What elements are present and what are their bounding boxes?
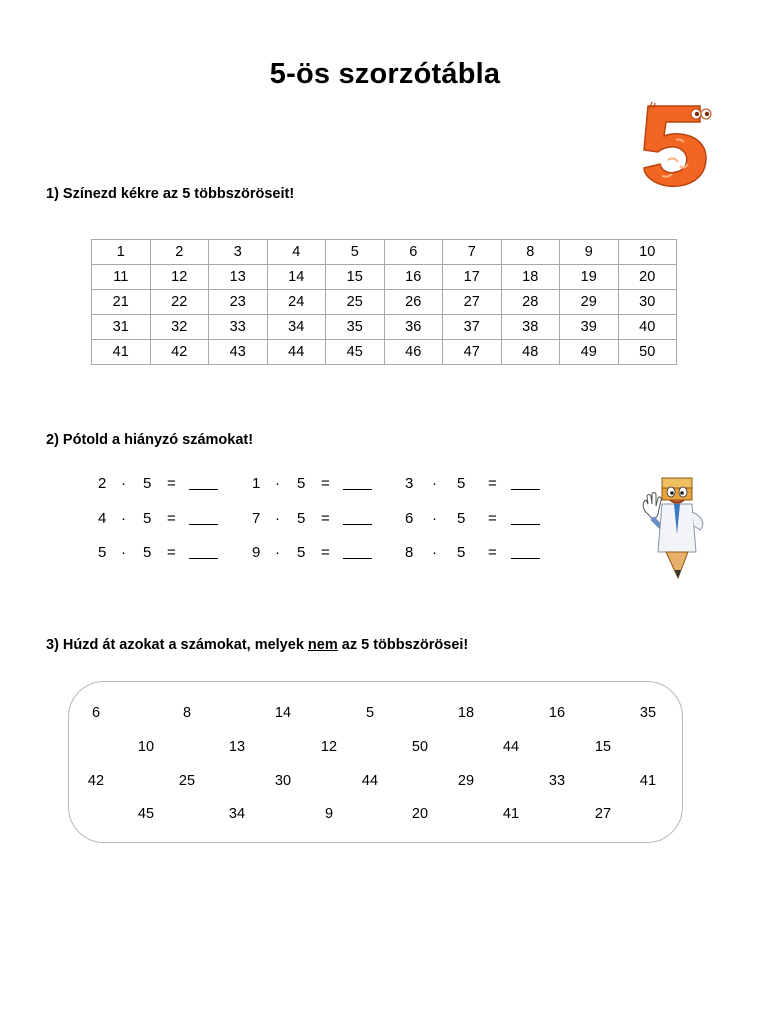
grid-cell[interactable]: 43 [209,340,268,365]
grid-cell[interactable]: 19 [560,265,619,290]
task3-heading-part2: az 5 többszörösei! [337,637,469,653]
grid-cell[interactable]: 21 [92,290,151,315]
grid-cell[interactable]: 39 [560,315,619,340]
number-item[interactable]: 25 [178,773,196,789]
grid-row [92,240,677,265]
grid-cell[interactable]: 48 [501,340,560,365]
grid-cell[interactable]: 23 [209,290,268,315]
number-item[interactable]: 41 [502,806,520,822]
grid-cell[interactable]: 35 [326,315,385,340]
answer-blank[interactable] [343,544,372,559]
grid-cell[interactable]: 22 [150,290,209,315]
grid-row [92,290,677,315]
equation-dot: · [432,475,437,492]
grid-cell[interactable]: 40 [618,315,677,340]
grid-cell[interactable]: 30 [618,290,677,315]
equation-equals: = [488,510,497,527]
grid-cell[interactable]: 49 [560,340,619,365]
equation-dot: · [432,510,437,527]
grid-cell[interactable]: 12 [150,265,209,290]
number-grid [91,239,677,365]
equation-dot: · [275,510,280,527]
number-item[interactable]: 34 [228,806,246,822]
number-five-mascot-icon [640,100,712,190]
task3-heading [46,637,468,653]
number-item[interactable]: 27 [594,806,612,822]
pencil-character-icon [638,474,716,586]
equation-equals: = [167,510,176,527]
number-item[interactable]: 15 [594,739,612,755]
equation-equals: = [321,510,330,527]
equation-factor-a: 5 [98,544,107,561]
grid-cell[interactable]: 4 [267,240,326,265]
equation-factor-b: 5 [297,510,306,527]
grid-cell[interactable]: 5 [326,240,385,265]
grid-cell[interactable]: 25 [326,290,385,315]
answer-blank[interactable] [189,544,218,559]
number-item[interactable]: 16 [548,705,566,721]
number-item[interactable]: 14 [274,705,292,721]
equation-factor-a: 7 [252,510,261,527]
equation-equals: = [167,544,176,561]
answer-blank[interactable] [343,510,372,525]
page-title: 5-ös szorzótábla [269,58,501,90]
answer-blank[interactable] [511,544,540,559]
number-item[interactable]: 12 [320,739,338,755]
number-item[interactable]: 44 [361,773,379,789]
equation-factor-b: 5 [297,475,306,492]
equation-dot: · [275,544,280,561]
grid-cell[interactable]: 38 [501,315,560,340]
number-item[interactable]: 35 [639,705,657,721]
grid-row [92,340,677,365]
grid-cell[interactable]: 13 [209,265,268,290]
number-item[interactable]: 6 [91,705,101,721]
grid-cell[interactable]: 50 [618,340,677,365]
task3-heading-underlined-word: nem [307,637,338,653]
number-item[interactable]: 13 [228,739,246,755]
equation-dot: · [432,544,437,561]
grid-cell[interactable]: 17 [443,265,502,290]
number-item[interactable]: 50 [411,739,429,755]
grid-row [92,315,677,340]
equation-factor-a: 4 [98,510,107,527]
equation-factor-b: 5 [457,544,466,561]
number-item[interactable]: 10 [137,739,155,755]
equation-factor-b: 5 [143,544,152,561]
equation-dot: · [121,544,126,561]
grid-cell[interactable]: 24 [267,290,326,315]
grid-cell[interactable]: 14 [267,265,326,290]
grid-cell[interactable]: 10 [618,240,677,265]
answer-blank[interactable] [511,475,540,490]
grid-cell[interactable]: 32 [150,315,209,340]
grid-cell[interactable]: 1 [92,240,151,265]
task2-heading: 2) Pótold a hiányzó számokat! [46,432,254,448]
number-item[interactable]: 29 [457,773,475,789]
grid-cell[interactable]: 28 [501,290,560,315]
answer-blank[interactable] [189,510,218,525]
answer-blank[interactable] [189,475,218,490]
answer-blank[interactable] [511,510,540,525]
equation-factor-a: 1 [252,475,261,492]
number-item[interactable]: 45 [137,806,155,822]
number-item[interactable]: 41 [639,773,657,789]
grid-cell[interactable]: 34 [267,315,326,340]
grid-cell[interactable]: 11 [92,265,151,290]
grid-cell[interactable]: 2 [150,240,209,265]
equation-factor-b: 5 [143,475,152,492]
grid-cell[interactable]: 7 [443,240,502,265]
grid-cell[interactable]: 16 [384,265,443,290]
grid-cell[interactable]: 36 [384,315,443,340]
equation-factor-b: 5 [457,510,466,527]
equation-factor-a: 8 [405,544,414,561]
grid-cell[interactable]: 26 [384,290,443,315]
equation-equals: = [321,475,330,492]
grid-cell[interactable]: 20 [618,265,677,290]
grid-cell[interactable]: 29 [560,290,619,315]
number-item[interactable]: 9 [324,806,334,822]
grid-cell[interactable]: 18 [501,265,560,290]
number-item[interactable]: 5 [365,705,375,721]
number-item[interactable]: 44 [502,739,520,755]
equation-equals: = [488,475,497,492]
equation-equals: = [488,544,497,561]
equation-equals: = [167,475,176,492]
equation-factor-a: 9 [252,544,261,561]
equation-dot: · [121,475,126,492]
grid-cell[interactable]: 15 [326,265,385,290]
grid-cell[interactable]: 44 [267,340,326,365]
equation-equals: = [321,544,330,561]
grid-cell[interactable]: 42 [150,340,209,365]
number-item[interactable]: 30 [274,773,292,789]
grid-cell[interactable]: 8 [501,240,560,265]
grid-cell[interactable]: 47 [443,340,502,365]
grid-cell[interactable]: 27 [443,290,502,315]
number-item[interactable]: 42 [87,773,105,789]
equation-dot: · [121,510,126,527]
equation-factor-b: 5 [457,475,466,492]
task1-heading: 1) Színezd kékre az 5 többszöröseit! [46,186,295,202]
grid-cell[interactable]: 3 [209,240,268,265]
task3-heading-part1: 3) Húzd át azokat a számokat, melyek [46,637,308,653]
grid-cell[interactable]: 31 [92,315,151,340]
grid-cell[interactable]: 33 [209,315,268,340]
grid-cell[interactable]: 46 [384,340,443,365]
equation-factor-a: 2 [98,475,107,492]
equation-factor-b: 5 [143,510,152,527]
equation-factor-b: 5 [297,544,306,561]
grid-cell[interactable]: 45 [326,340,385,365]
grid-cell[interactable]: 37 [443,315,502,340]
number-item[interactable]: 33 [548,773,566,789]
answer-blank[interactable] [343,475,372,490]
grid-cell[interactable]: 41 [92,340,151,365]
number-item[interactable]: 18 [457,705,475,721]
equation-factor-a: 6 [405,510,414,527]
grid-cell[interactable]: 9 [560,240,619,265]
equation-factor-a: 3 [405,475,414,492]
equation-dot: · [275,475,280,492]
grid-row [92,265,677,290]
grid-cell[interactable]: 6 [384,240,443,265]
number-item[interactable]: 20 [411,806,429,822]
number-item[interactable]: 8 [182,705,192,721]
